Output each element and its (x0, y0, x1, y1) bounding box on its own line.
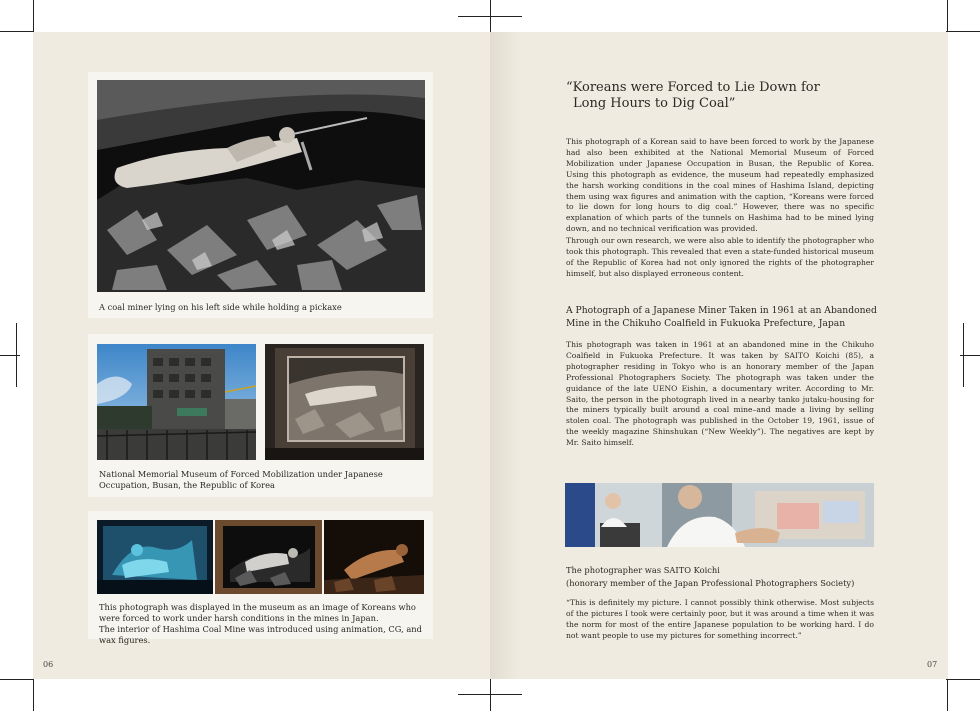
page-number-left: 06 (43, 660, 54, 669)
crop-mark (33, 0, 34, 32)
crop-mark (946, 31, 980, 32)
article-title (566, 80, 886, 112)
crop-mark (33, 679, 34, 711)
exhibit-animation-photo (97, 520, 213, 594)
crop-mark (946, 679, 980, 680)
photographer-caption: The photographer was SAITO Koichi (honorary member of the Japan Professional Photographers Society) (566, 565, 855, 588)
framed-photo-exhibit (265, 344, 424, 460)
body-paragraph-1: This photograph of a Korean said to have been forced to work by the Japanese had also been exhibited at the National Memorial Museum of Forced Mobilization under Japanese Occupation in Busan, the Republic of Korea. Using this photograph as evidence, the museum had repeatedly emphasized the harsh working conditions in the coal mines of Hashima Island, depicting them using wax figures and animation with the caption, “Koreans were forced to lie down for long hours to dig coal.” However, there was no specific explanation of which parts of the tunnels on Hashima had to be mined lying down, and no technical verification was provided. (566, 137, 874, 234)
article-title-line-2: Long Hours to Dig Coal” (573, 96, 736, 111)
coal-miner-photo (97, 80, 425, 292)
crop-mark (0, 31, 34, 32)
exhibit-cg-photo (215, 520, 322, 594)
body-paragraph-3: This photograph was taken in 1961 at an abandoned mine in the Chikuho Coalfield in Fukuoka Prefecture. It was taken by SAITO Koichi (85), a photographer residing in Tokyo who is an honorary member of the Japan Professional Photographers Society. The photograph was taken under the guidance of the late UENO Eishin, a documentary writer. According to Mr. Saito, the person in the photograph lived in a nearby tanko jutaku-housing for the miners typically built around a coal mine–and made a living by selling stolen coal. The photograph was published in the October 19, 1961, issue of the weekly magazine Shinshukan (“New Weekly”). The negatives are kept by Mr. Saito himself. (566, 340, 874, 448)
crop-mark (0, 355, 20, 356)
article-title-line-1: “Koreans were Forced to Lie Down for (566, 80, 820, 95)
caption-coal-miner: A coal miner lying on his left side while holding a pickaxe (99, 302, 342, 312)
crop-mark (947, 679, 948, 711)
crop-mark (490, 0, 491, 32)
section-heading: A Photograph of a Japanese Miner Taken in 1961 at an Abandoned Mine in the Chikuho Coalfield in Fukuoka Prefecture, Japan (566, 305, 877, 329)
caption-museum: National Memorial Museum of Forced Mobilization under Japanese Occupation, Busan, the Republic of Korea (99, 469, 383, 490)
photographer-photo-strip (565, 483, 874, 547)
museum-building-photo (97, 344, 256, 460)
page-number-right: 07 (927, 660, 938, 669)
body-paragraph-2: Through our own research, we were also able to identify the photographer who took this photograph. This revealed that even a state-funded historical museum of the Republic of Korea had not only ignored the rights of the photographer himself, but also displayed erroneous content. (566, 236, 874, 278)
crop-mark (947, 0, 948, 32)
crop-mark (490, 679, 491, 711)
crop-mark (0, 679, 34, 680)
exhibit-wax-figure-photo (324, 520, 424, 594)
crop-mark (963, 323, 964, 387)
photographer-quote: “This is definitely my picture. I cannot possibly think otherwise. Most subjects of the pictures I took were certainly poor, but it was around a time when it was the norm for most of the entire Japanese population to be working hard. I do not want people to use my pictures for something incorrect.” (566, 598, 874, 640)
caption-exhibit: This photograph was displayed in the museum as an image of Koreans who were forced to work under harsh conditions in the mines in Japan. The interior of Hashima Coal Mine was introduced using animation, CG, and wax figures. (99, 602, 422, 645)
crop-mark (16, 323, 17, 387)
